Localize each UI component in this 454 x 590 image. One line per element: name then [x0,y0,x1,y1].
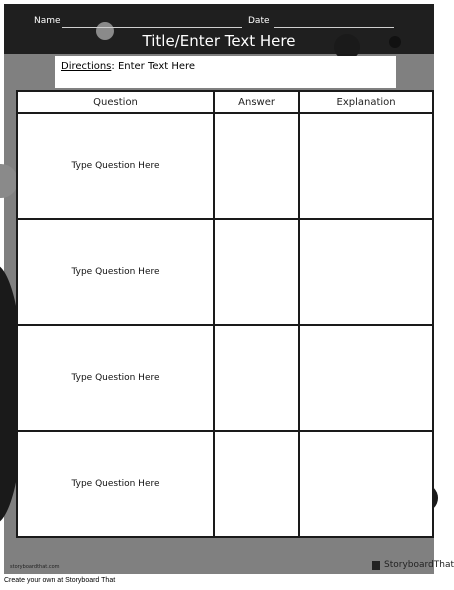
column-header-question: Question [17,91,214,113]
explanation-cell[interactable] [299,113,433,219]
question-cell[interactable]: Type Question Here [17,325,214,431]
column-header-explanation: Explanation [299,91,433,113]
date-label: Date [248,16,270,26]
credit-line[interactable]: Create your own at Storyboard That [4,577,116,584]
explanation-cell[interactable] [299,219,433,325]
qa-table [16,90,434,538]
page-title[interactable]: Title/Enter Text Here [142,32,296,50]
table-row [17,113,433,219]
directions-text [61,61,195,72]
worksheet [4,4,454,574]
answer-cell[interactable] [214,431,299,537]
logo-text: StoryboardThat [384,560,454,570]
directions-box[interactable] [55,56,396,88]
storyboardthat-logo[interactable] [372,559,454,571]
footer-site: storyboardthat.com [10,564,60,570]
name-label: Name [34,16,61,26]
directions-body: : Enter Text Here [111,61,196,72]
column-header-answer: Answer [214,91,299,113]
directions-label: Directions [61,61,112,72]
logo-mark-icon [372,561,380,570]
explanation-cell[interactable] [299,431,433,537]
table-header-row [17,91,433,113]
question-cell[interactable]: Type Question Here [17,219,214,325]
question-cell[interactable]: Type Question Here [17,431,214,537]
table-row [17,431,433,537]
answer-cell[interactable] [214,113,299,219]
answer-cell[interactable] [214,325,299,431]
name-date-row [34,16,394,30]
table-row [17,219,433,325]
table-row [17,325,433,431]
question-cell[interactable]: Type Question Here [17,113,214,219]
date-line[interactable] [274,27,394,28]
name-line[interactable] [62,27,242,28]
explanation-cell[interactable] [299,325,433,431]
answer-cell[interactable] [214,219,299,325]
